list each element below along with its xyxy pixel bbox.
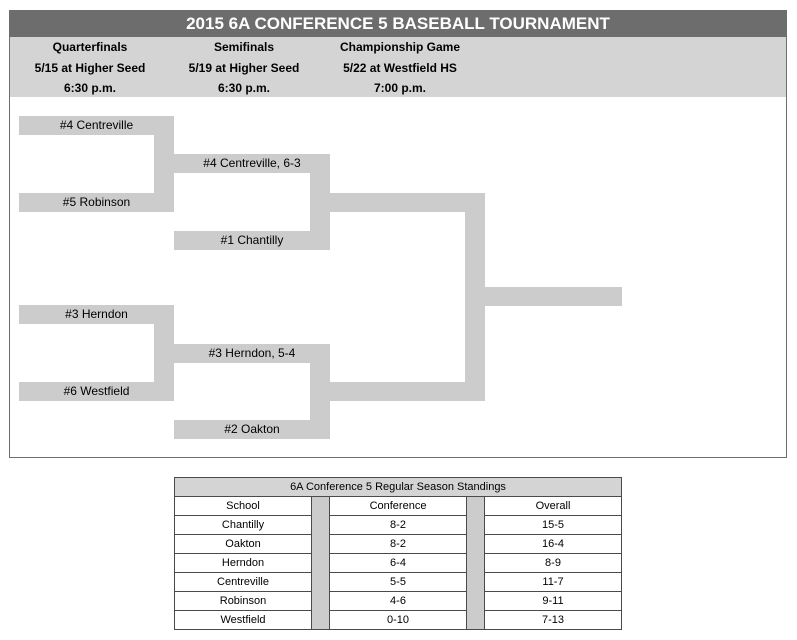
- conference-record-cell: 4-6: [330, 592, 467, 611]
- bracket-slot-final-2: [330, 382, 485, 401]
- bracket-connector: [154, 305, 174, 401]
- round-championship: [320, 37, 480, 99]
- overall-record-cell: 8-9: [485, 554, 622, 573]
- round-date: 5/19 at Higher Seed: [188, 60, 300, 75]
- column-header-conference: Conference: [330, 497, 467, 516]
- bracket-connector: [310, 344, 330, 439]
- bracket-connector: [465, 193, 485, 401]
- overall-record-cell: 15-5: [485, 516, 622, 535]
- table-row: [175, 554, 622, 573]
- tournament-title: 2015 6A CONFERENCE 5 BASEBALL TOURNAMENT: [10, 11, 786, 37]
- conference-record-cell: 0-10: [330, 611, 467, 630]
- round-name: Semifinals: [213, 40, 275, 54]
- round-time: 6:30 p.m.: [63, 81, 117, 95]
- bracket-slot-qf-1: #4 Centreville: [19, 116, 174, 135]
- overall-record-cell: 9-11: [485, 592, 622, 611]
- bracket-slot-champion: [485, 287, 622, 306]
- bracket-slot-qf-2: #5 Robinson: [19, 193, 174, 212]
- conference-record-cell: 8-2: [330, 535, 467, 554]
- round-date: 5/22 at Westfield HS: [343, 60, 457, 75]
- table-row: [175, 535, 622, 554]
- round-time: 7:00 p.m.: [373, 81, 427, 95]
- bracket-slot-sf-3: #3 Herndon, 5-4: [174, 344, 330, 363]
- school-cell: Centreville: [175, 573, 312, 592]
- column-divider: [312, 497, 330, 630]
- conference-record-cell: 5-5: [330, 573, 467, 592]
- school-cell: Herndon: [175, 554, 312, 573]
- table-row: [175, 573, 622, 592]
- round-quarterfinals: [10, 37, 170, 99]
- bracket-slot-final-1: [330, 193, 485, 212]
- table-row: [175, 611, 622, 630]
- conference-record-cell: 8-2: [330, 516, 467, 535]
- column-header-overall: Overall: [485, 497, 622, 516]
- round-time: 6:30 p.m.: [217, 81, 271, 95]
- bracket-connector: [310, 154, 330, 250]
- table-row: [175, 592, 622, 611]
- table-row: [175, 516, 622, 535]
- school-cell: Oakton: [175, 535, 312, 554]
- school-cell: Westfield: [175, 611, 312, 630]
- column-divider: [467, 497, 485, 630]
- round-schedule-header: [10, 37, 786, 97]
- tournament-bracket-panel: [9, 10, 787, 458]
- standings-caption: 6A Conference 5 Regular Season Standings: [175, 478, 622, 497]
- bracket-slot-sf-4: #2 Oakton: [174, 420, 330, 439]
- overall-record-cell: 7-13: [485, 611, 622, 630]
- round-name: Quarterfinals: [52, 40, 128, 54]
- conference-record-cell: 6-4: [330, 554, 467, 573]
- bracket-connector: [154, 116, 174, 212]
- bracket-slot-sf-1: #4 Centreville, 6-3: [174, 154, 330, 173]
- round-date: 5/15 at Higher Seed: [34, 60, 146, 75]
- school-cell: Chantilly: [175, 516, 312, 535]
- bracket-slot-qf-3: #3 Herndon: [19, 305, 174, 324]
- standings-table: [174, 477, 622, 630]
- round-name: Championship Game: [339, 40, 461, 54]
- overall-record-cell: 16-4: [485, 535, 622, 554]
- bracket-slot-sf-2: #1 Chantilly: [174, 231, 330, 250]
- school-cell: Robinson: [175, 592, 312, 611]
- overall-record-cell: 11-7: [485, 573, 622, 592]
- column-header-school: School: [175, 497, 312, 516]
- round-semifinals: [164, 37, 324, 99]
- bracket-slot-qf-4: #6 Westfield: [19, 382, 174, 401]
